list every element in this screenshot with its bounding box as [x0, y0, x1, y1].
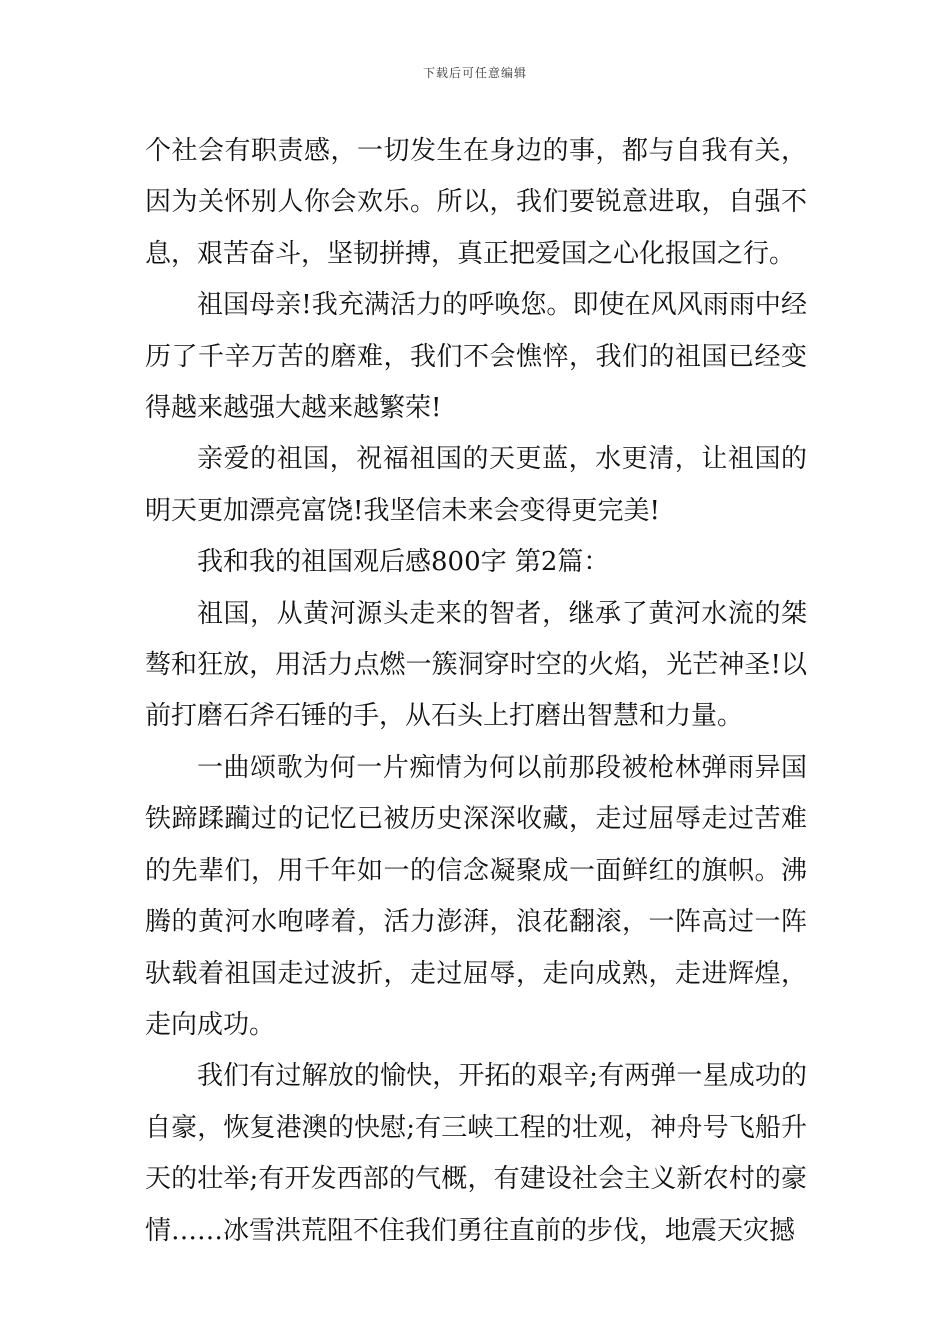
paragraph: 祖国母亲!我充满活力的呼唤您。即使在风风雨雨中经历了千辛万苦的磨难，我们不会憔悴，我们的祖国已经变得越来越强大越来越繁荣!: [145, 290, 807, 424]
paragraph-continuation: 个社会有职责感，一切发生在身边的事，都与自我有关，因为关怀别人你会欢乐。所以，我们要锐意进取，自强不息，艰苦奋斗，坚韧拼搏，真正把爱国之心化报国之行。: [145, 136, 807, 269]
paragraph: 亲爱的祖国，祝福祖国的天更蓝，水更清，让祖国的明天更加漂亮富饶!我坚信未来会变得更完美!: [145, 444, 807, 526]
document-body: [145, 126, 807, 1257]
section-heading: 我和我的祖国观后感800字 第2篇：: [197, 547, 610, 578]
paragraph: 祖国，从黄河源头走来的智者，继承了黄河水流的桀骜和狂放，用活力点燃一簇洞穿时空的火焰，光芒神圣!以前打磨石斧石锤的手，从石头上打磨出智慧和力量。: [145, 598, 807, 732]
paragraph: 一曲颂歌为何一片痴情为何以前那段被枪林弹雨异国铁蹄蹂躏过的记忆已被历史深深收藏，走过屈辱走过苦难的先辈们，用千年如一的信念凝聚成一面鲜红的旗帜。沸腾的黄河水咆哮着，活力澎湃，浪花翻滚，一阵高过一阵驮载着祖国走过波折，走过屈辱，走向成熟，走进辉煌，走向成功。: [145, 752, 807, 1040]
paragraph: 我们有过解放的愉快，开拓的艰辛;有两弹一星成功的自豪，恢复港澳的快慰;有三峡工程的壮观，神舟号飞船升天的壮举;有开发西部的气概，有建设社会主义新农村的豪情……冰雪洪荒阻不住我们勇往直前的步伐，地震天灾撼: [145, 1061, 807, 1246]
page-header-note: 下载后可任意编辑: [422, 66, 527, 80]
